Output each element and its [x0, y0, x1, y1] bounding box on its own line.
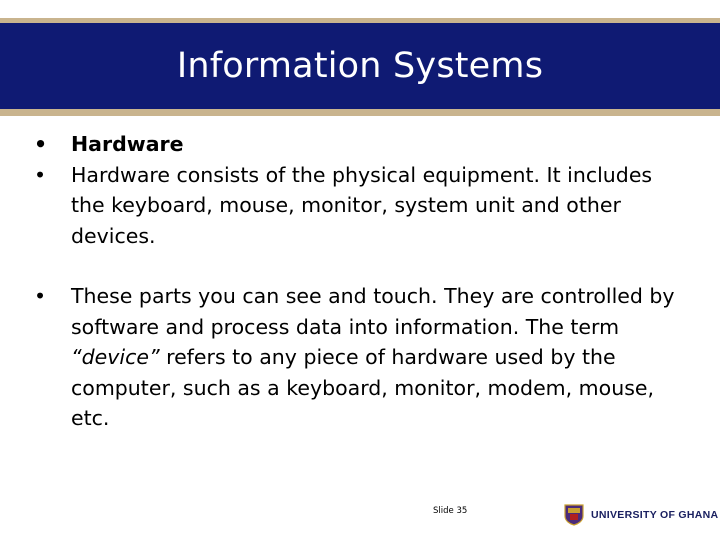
bullet-text: Hardware [71, 132, 184, 156]
bullet-text: Hardware consists of the physical equipment. It includes the keyboard, mouse, monitor, system unit and other devices. [71, 162, 653, 248]
bullet-glyph: • [34, 132, 48, 156]
slide-body [34, 129, 684, 434]
university-logo [564, 504, 718, 526]
slide-number: Slide 35 [433, 506, 468, 516]
bullet-glyph: • [34, 284, 47, 308]
slide-title: Information Systems [176, 46, 544, 86]
bullet-item [34, 129, 684, 160]
bullet-item [34, 160, 684, 252]
bullet-text-after: refers to any piece of hardware used by the computer, such as a keyboard, monitor, modem, mouse, etc. [71, 345, 654, 430]
bullet-glyph: • [34, 162, 47, 187]
bullet-list [34, 129, 684, 434]
bullet-item [34, 281, 684, 434]
bullet-text-emphasis: “device” [71, 345, 160, 369]
bullet-text-before: These parts you can see and touch. They are controlled by software and process data into information. The term [71, 284, 675, 339]
title-bar [0, 23, 720, 109]
crest-icon [564, 504, 584, 526]
logo-text: UNIVERSITY OF GHANA [591, 509, 719, 521]
